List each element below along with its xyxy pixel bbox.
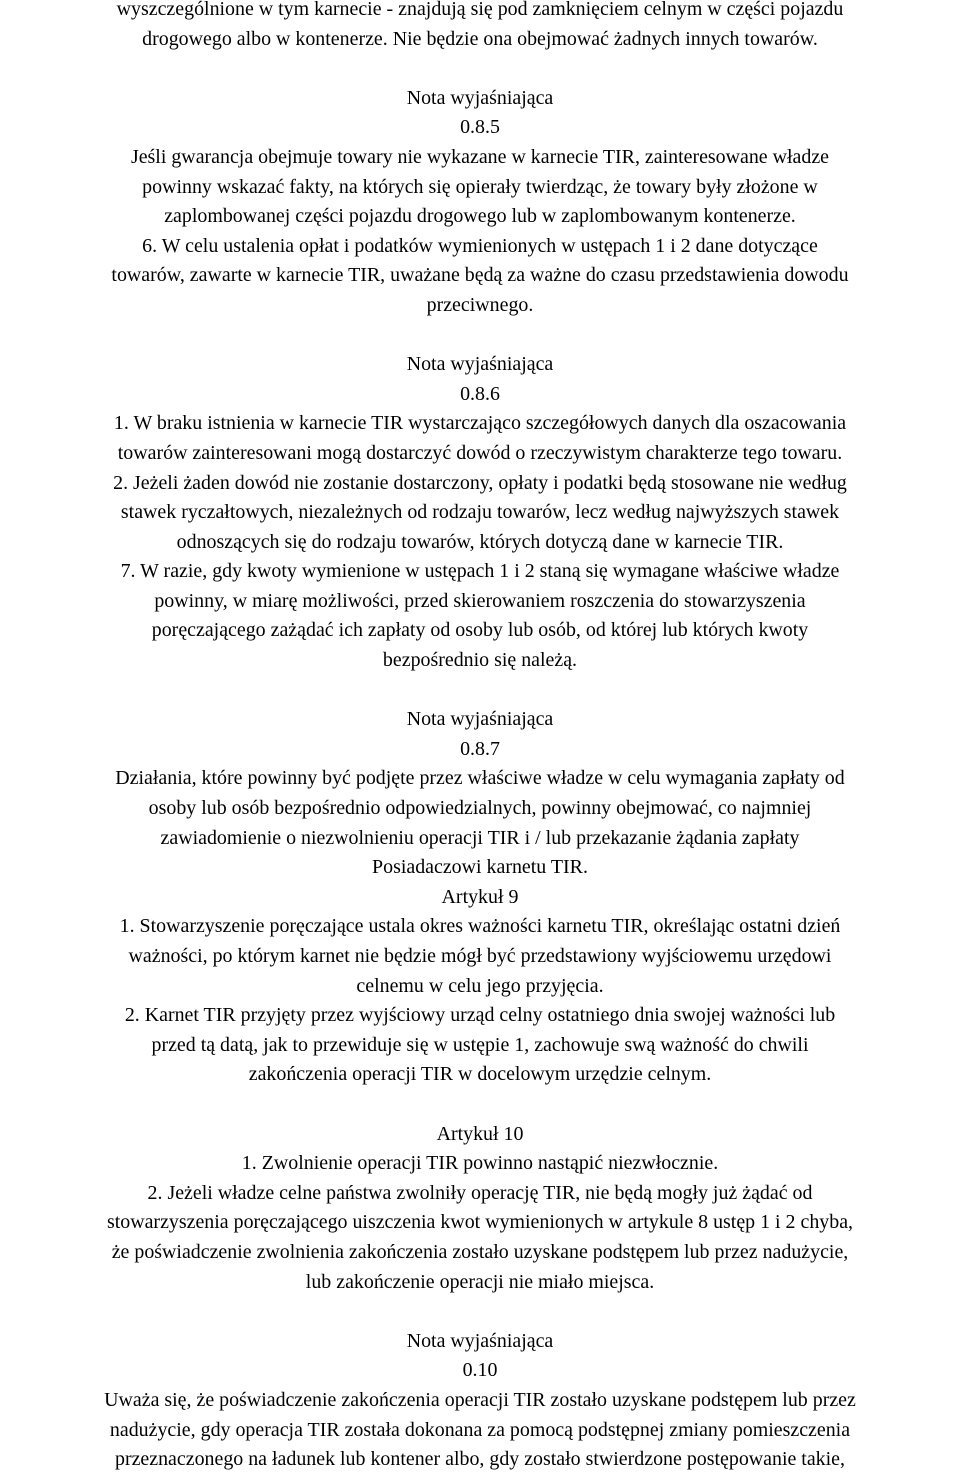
text-line: zaplombowanej części pojazdu drogowego lub w zaplombowanym kontenerze. <box>164 205 796 228</box>
text-line: Działania, które powinny być podjęte przez właściwe władze w celu wymagania zapłaty od <box>115 767 845 790</box>
text-line: 2. Jeżeli władze celne państwa zwolniły operację TIR, nie będą mogły już żądać od <box>147 1181 813 1204</box>
text-line: odnoszących się do rodzaju towarów, których dotyczą dane w karnecie TIR. <box>176 530 784 553</box>
text-line: 0.10 <box>462 1359 498 1382</box>
text-line: Artykuł 9 <box>441 885 519 908</box>
text-line: 1. Zwolnienie operacji TIR powinno nastąpić niezwłocznie. <box>241 1152 719 1175</box>
text-line: powinny wskazać fakty, na których się opierały twierdząc, że towary były złożone w <box>142 175 818 198</box>
text-line: 1. Stowarzyszenie poręczające ustala okres ważności karnetu TIR, określając ostatni dzień <box>119 915 841 938</box>
text-line: wyszczególnione w tym karnecie - znajdują się pod zamknięciem celnym w części pojazdu <box>116 0 844 20</box>
text-line: Nota wyjaśniająca <box>406 708 554 731</box>
text-line: powinny, w miarę możliwości, przed skierowaniem roszczenia do stowarzyszenia <box>154 589 806 612</box>
text-line: 2. Karnet TIR przyjęty przez wyjściowy urząd celny ostatniego dnia swojej ważności lub <box>124 1004 836 1027</box>
text-line: nadużycie, gdy operacja TIR została dokonana za pomocą podstępnej zmiany pomieszczenia <box>109 1418 851 1441</box>
text-line: Artykuł 10 <box>436 1122 524 1145</box>
paragraph-gap <box>2 321 958 351</box>
text-line: Nota wyjaśniająca <box>406 1329 554 1352</box>
text-line: przed tą datą, jak to przewiduje się w ustępie 1, zachowuje swą ważność do chwili <box>151 1033 809 1056</box>
text-line: 0.8.6 <box>460 382 500 405</box>
text-line: zakończenia operacji TIR w docelowym urzędzie celnym. <box>248 1063 712 1086</box>
paragraph-gap <box>2 1297 958 1327</box>
text-line: 1. W braku istnienia w karnecie TIR wystarczająco szczegółowych danych dla oszacowania <box>113 412 847 435</box>
text-line: ważności, po którym karnet nie będzie mógł być przedstawiony wyjściowemu urzędowi <box>128 945 832 967</box>
text-line: lub zakończenie operacji nie miało miejsca. <box>305 1270 655 1293</box>
text-line: 6. W celu ustalenia opłat i podatków wymienionych w ustępach 1 i 2 dane dotyczące <box>142 234 818 257</box>
text-line: drogowego albo w kontenerze. Nie będzie ona obejmować żadnych innych towarów. <box>142 27 818 50</box>
text-line: Jeśli gwarancja obejmuje towary nie wykazane w karnecie TIR, zainteresowane władze <box>130 145 830 168</box>
text-line: zawiadomienie o niezwolnieniu operacji TIR i / lub przekazanie żądania zapłaty <box>160 826 800 849</box>
text-line: przeznaczonego na ładunek lub kontener albo, gdy zostało stwierdzone postępowanie takie, <box>114 1448 846 1471</box>
paragraph-gap <box>2 54 958 84</box>
text-line: przeciwnego. <box>426 293 534 316</box>
paragraph-gap <box>2 1090 958 1120</box>
text-line: bezpośrednio się należą. <box>382 649 578 672</box>
text-line: towarów, zawarte w karnecie TIR, uważane będą za ważne do czasu przedstawienia dowodu <box>111 264 849 287</box>
text-line: poręczającego zażądać ich zapłaty od osoby lub osób, od której lub których kwoty <box>151 619 809 642</box>
text-line: 7. W razie, gdy kwoty wymienione w ustępach 1 i 2 staną się wymagane właściwe władze <box>120 560 840 583</box>
paragraph-gap <box>2 676 958 706</box>
text-line: 0.8.5 <box>460 116 500 139</box>
text-line: osoby lub osób bezpośrednio odpowiedzialnych, powinny obejmować, co najmniej <box>148 797 812 820</box>
text-line: Nota wyjaśniająca <box>406 86 554 109</box>
text-line: Posiadaczowi karnetu TIR. <box>372 856 588 879</box>
text-line: towarów zainteresowani mogą dostarczyć dowód o rzeczywistym charakterze tego towaru. <box>117 441 843 464</box>
text-line: że poświadczenie zwolnienia zakończenia zostało uzyskane podstępem lub przez nadużycie, <box>111 1240 849 1263</box>
text-line: stowarzyszenia poręczającego uiszczenia kwot wymienionych w artykule 8 ustęp 1 i 2 chyba, <box>106 1211 854 1234</box>
text-line: 0.8.7 <box>460 737 500 760</box>
text-line: 2. Jeżeli żaden dowód nie zostanie dostarczony, opłaty i podatki będą stosowane nie według <box>113 471 847 494</box>
text-line: celnemu w celu jego przyjęcia. <box>356 974 604 997</box>
text-line: stawek ryczałtowych, niezależnych od rodzaju towarów, lecz według najwyższych stawek <box>120 501 840 524</box>
text-line: Nota wyjaśniająca <box>406 353 554 376</box>
text-line: Uważa się, że poświadczenie zakończenia operacji TIR zostało uzyskane podstępem lub przez <box>104 1388 856 1411</box>
